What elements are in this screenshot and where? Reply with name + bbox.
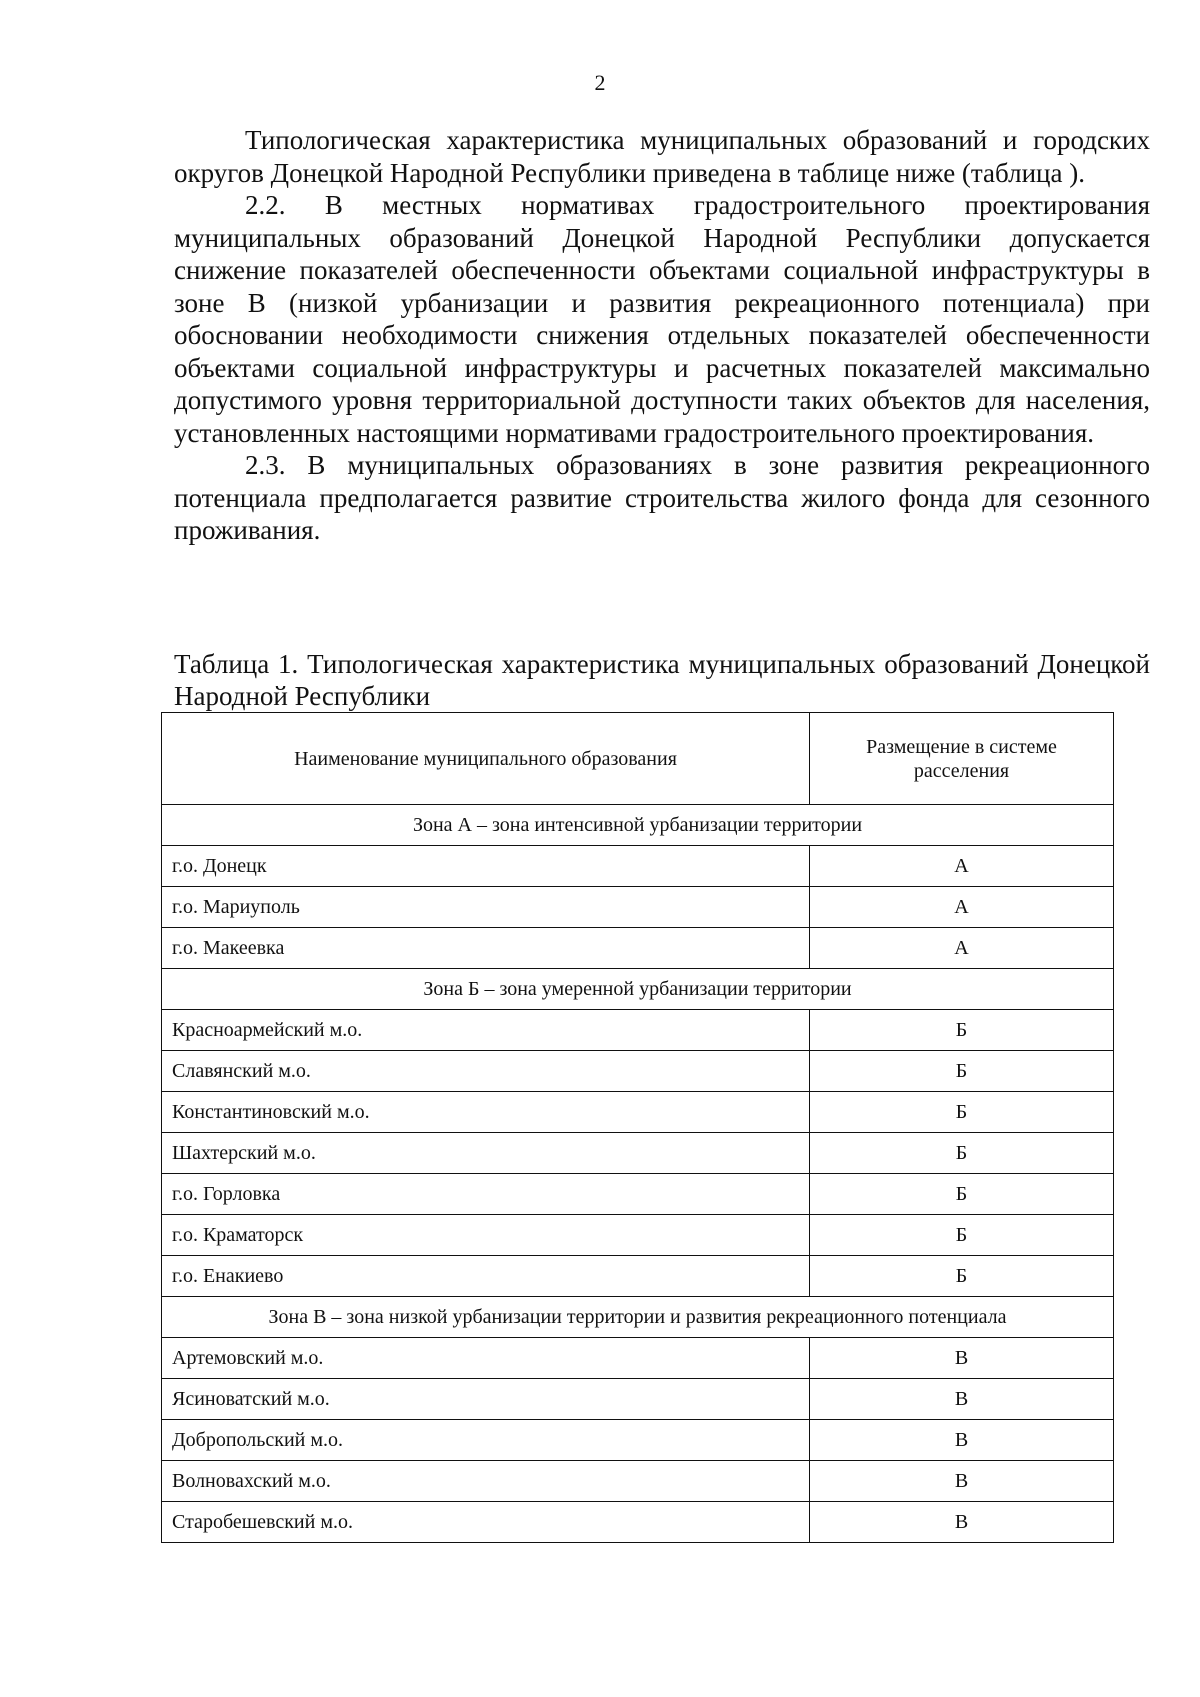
zone-cell: В (810, 1461, 1114, 1502)
zone-cell: Б (810, 1133, 1114, 1174)
table-row (162, 1502, 1114, 1543)
table-row (162, 928, 1114, 969)
zone-cell: В (810, 1420, 1114, 1461)
zone-cell: В (810, 1338, 1114, 1379)
zone-cell: Б (810, 1174, 1114, 1215)
municipality-name-cell: г.о. Макеевка (162, 928, 810, 969)
municipality-name-cell: Волновахский м.о. (162, 1461, 810, 1502)
municipality-name-cell: г.о. Енакиево (162, 1256, 810, 1297)
zone-cell: В (810, 1379, 1114, 1420)
table-row (162, 846, 1114, 887)
zone-group-title: Зона Б – зона умеренной урбанизации территории (162, 969, 1114, 1010)
table-header-row (162, 713, 1114, 805)
zone-cell: В (810, 1502, 1114, 1543)
table-row (162, 1092, 1114, 1133)
table-row (162, 1338, 1114, 1379)
municipality-name-cell: Красноармейский м.о. (162, 1010, 810, 1051)
column-header-name: Наименование муниципального образования (162, 713, 810, 805)
zone-cell: А (810, 928, 1114, 969)
column-header-zone: Размещение в системе расселения (810, 713, 1114, 805)
municipality-name-cell: Константиновский м.о. (162, 1092, 810, 1133)
zone-group-row-v (162, 1297, 1114, 1338)
paragraph-typology-intro: Типологическая характеристика муниципальных образований и городских округов Донецкой Народной Республики приведена в таблице ниже (таблица ). (174, 125, 1150, 188)
table-row (162, 1215, 1114, 1256)
municipality-name-cell: г.о. Мариуполь (162, 887, 810, 928)
paragraph-2-3: 2.3. В муниципальных образованиях в зоне развития рекреационного потенциала предполагается развитие строительства жилого фонда для сезонного проживания. (174, 450, 1150, 545)
page-number: 2 (594, 70, 606, 95)
zone-group-row-b (162, 969, 1114, 1010)
table-row (162, 1133, 1114, 1174)
zone-cell: Б (810, 1010, 1114, 1051)
municipality-name-cell: г.о. Горловка (162, 1174, 810, 1215)
municipality-name-cell: Старобешевский м.о. (162, 1502, 810, 1543)
table-row (162, 1010, 1114, 1051)
zone-cell: Б (810, 1051, 1114, 1092)
zone-group-row-a (162, 805, 1114, 846)
zone-group-title: Зона А – зона интенсивной урбанизации территории (162, 805, 1114, 846)
zone-cell: А (810, 887, 1114, 928)
municipal-typology-table (161, 712, 1114, 1543)
municipality-name-cell: Славянский м.о. (162, 1051, 810, 1092)
table-row (162, 1051, 1114, 1092)
municipality-name-cell: Добропольский м.о. (162, 1420, 810, 1461)
zone-cell: Б (810, 1215, 1114, 1256)
table-row (162, 887, 1114, 928)
table-row (162, 1379, 1114, 1420)
zone-group-title: Зона В – зона низкой урбанизации территории и развития рекреационного потенциала (162, 1297, 1114, 1338)
zone-cell: Б (810, 1256, 1114, 1297)
table-row (162, 1174, 1114, 1215)
municipality-name-cell: Шахтерский м.о. (162, 1133, 810, 1174)
body-text (174, 124, 1150, 547)
municipality-name-cell: г.о. Краматорск (162, 1215, 810, 1256)
municipality-name-cell: Ясиноватский м.о. (162, 1379, 810, 1420)
table-row (162, 1256, 1114, 1297)
zone-cell: Б (810, 1092, 1114, 1133)
zone-cell: А (810, 846, 1114, 887)
municipality-name-cell: Артемовский м.о. (162, 1338, 810, 1379)
table-row (162, 1461, 1114, 1502)
paragraph-2-2: 2.2. В местных нормативах градостроительного проектирования муниципальных образований Донецкой Народной Республики допускается снижение показателей обеспеченности объектами социальной инфраструктуры в зоне В (низкой урбанизации и развития рекреационного потенциала) при обосновании необходимости снижения отдельных показателей обеспеченности объектами социальной инфраструктуры и расчетных показателей максимально допустимого уровня территориальной доступности таких объектов для населения, установленных настоящими нормативами градостроительного проектирования. (174, 190, 1150, 448)
municipality-name-cell: г.о. Донецк (162, 846, 810, 887)
table-caption: Таблица 1. Типологическая характеристика муниципальных образований Донецкой Народной Республики (174, 649, 1150, 711)
table-row (162, 1420, 1114, 1461)
